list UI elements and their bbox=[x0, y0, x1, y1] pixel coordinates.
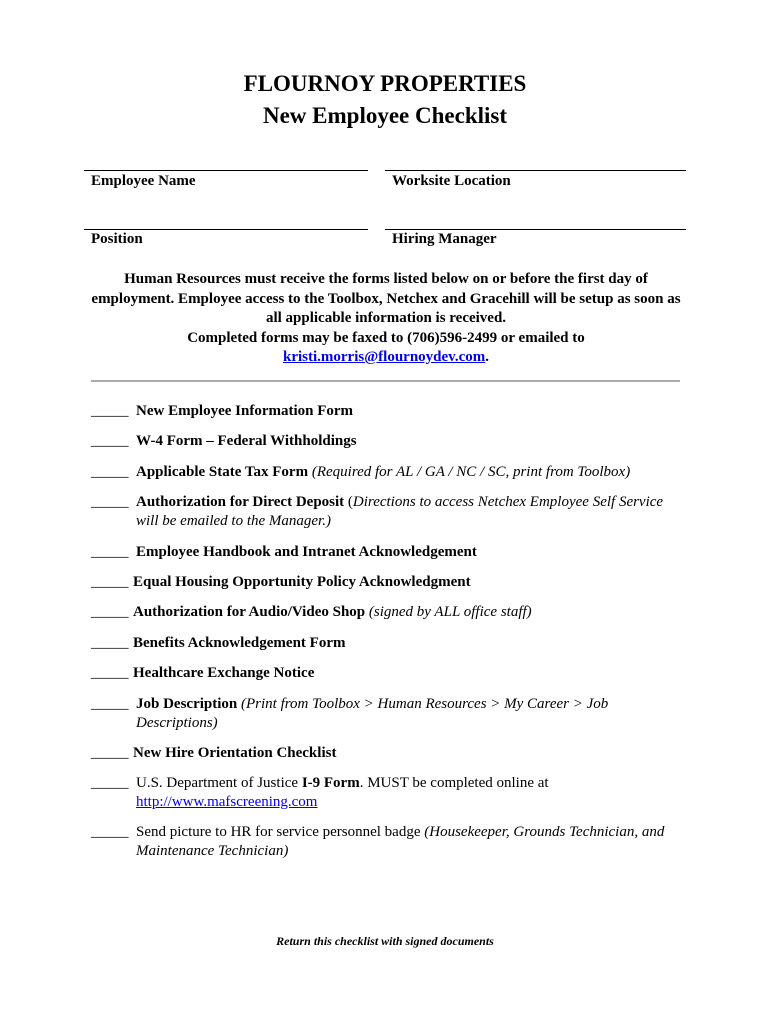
item-label: Job Description bbox=[136, 696, 238, 712]
item-label: Authorization for Audio/Video Shop bbox=[133, 604, 366, 620]
position-label: Position bbox=[91, 231, 143, 247]
checkbox-blank[interactable]: _____ bbox=[91, 544, 129, 560]
item-label: Healthcare Exchange Notice bbox=[133, 665, 315, 681]
mafscreening-link[interactable]: http://www.mafscreening.com bbox=[136, 794, 318, 810]
item-note: (signed by ALL office staff) bbox=[368, 604, 532, 620]
item-note: (Print from Toolbox > Human Resources > My Career > Job Descriptions) bbox=[136, 696, 609, 731]
checkbox-blank[interactable]: _____ bbox=[91, 775, 129, 791]
fax-email-text: Completed forms may be faxed to (706)596-2499 or emailed to bbox=[187, 329, 585, 346]
item-note: (Housekeeper, Grounds Technician, and Maintenance Technician) bbox=[136, 824, 665, 859]
checkbox-blank[interactable]: _____ bbox=[91, 464, 129, 480]
fax-email-line bbox=[86, 329, 686, 368]
hr-notice-text: Human Resources must receive the forms listed below on or before the first day of employment. Employee access to the Toolbox, Netchex and Gracehill will be setup as soon as all applicable information is received. bbox=[91, 271, 681, 326]
hiring-manager-label: Hiring Manager bbox=[392, 231, 497, 247]
item-label: New Hire Orientation Checklist bbox=[133, 745, 337, 761]
checklist-page: FLOURNOY PROPERTIES New Employee Checklist Employee Name Worksite Location Position Hiring Manager Human Resources must receive the forms listed below on or before the first day of employment. Employee access to the Toolbox, Netchex and Gracehill will be setup as soon as all applicable information is received. Completed forms may be faxed to (706)596-2499 or emailed to kristi.morris@flournoydev.com. _____ New Employee Information Form _____ W-4 Form – Federal Withholdings _____ Applicable State Tax Form (Required for AL / GA / NC / SC, print from Toolbox) _____ Authorization for Direct Deposit (Directions to access Netchex Employee Self Service will be emailed to the Manager.) _____ Employee Handbook and Intranet Acknowledgement _____ Equal Housing Opportunity Policy Acknowledgment _____ Authorization for Audio/Video Shop (signed by ALL office staff) _____ Benefits Acknowledgement Form _____ Healthcare Exchange Notice _____ Job Description (Print from Toolbox > Human Resources > My Career > Job Descriptions) _____ New Hire Orientation Checklist _____ U.S. Department of Justice I-9 Form. MUST be completed online at http://www.mafscreening.com _____ Send picture to HR for service personnel badge (Housekeeper, Grounds Technician, and Maintenance Technician) Return this checklist with signed documents bbox=[0, 0, 770, 1024]
checkbox-blank[interactable]: _____ bbox=[91, 494, 129, 510]
item-note: Directions to access Netchex Employee Self Service will be emailed to the Manager.) bbox=[136, 494, 664, 529]
employee-name-line[interactable] bbox=[84, 170, 368, 171]
checkbox-blank[interactable]: _____ bbox=[91, 604, 129, 620]
hr-notice bbox=[86, 270, 686, 368]
worksite-location-line[interactable] bbox=[385, 170, 686, 171]
item-label: W-4 Form – Federal Withholdings bbox=[136, 433, 357, 449]
worksite-location-label: Worksite Location bbox=[392, 173, 511, 189]
section-divider bbox=[91, 380, 680, 382]
checkbox-blank[interactable]: _____ bbox=[91, 433, 129, 449]
hr-email-link[interactable]: kristi.morris@flournoydev.com bbox=[282, 349, 486, 365]
company-title: FLOURNOY PROPERTIES bbox=[243, 71, 527, 96]
checkbox-blank[interactable]: _____ bbox=[91, 824, 129, 840]
email-period: . bbox=[485, 349, 489, 365]
footer-note: Return this checklist with signed documents bbox=[276, 934, 494, 948]
checkbox-blank[interactable]: _____ bbox=[91, 745, 129, 761]
employee-name-label: Employee Name bbox=[91, 173, 196, 189]
hiring-manager-line[interactable] bbox=[385, 229, 686, 230]
item-label: Applicable State Tax Form bbox=[136, 464, 309, 480]
checkbox-blank[interactable]: _____ bbox=[91, 635, 129, 651]
item-prefix: U.S. Department of Justice bbox=[136, 775, 299, 791]
item-label: Equal Housing Opportunity Policy Acknowledgment bbox=[133, 574, 471, 590]
checkbox-blank[interactable]: _____ bbox=[91, 403, 129, 419]
item-label: I-9 Form bbox=[301, 775, 360, 791]
item-prefix: Send picture to HR for service personnel badge bbox=[136, 824, 421, 840]
position-line[interactable] bbox=[84, 229, 368, 230]
page-title: New Employee Checklist bbox=[262, 103, 508, 128]
item-label: Authorization for Direct Deposit bbox=[136, 494, 345, 510]
item-label: New Employee Information Form bbox=[136, 403, 354, 419]
item-label: Employee Handbook and Intranet Acknowledgement bbox=[136, 544, 477, 560]
checkbox-blank[interactable]: _____ bbox=[91, 696, 129, 712]
checkbox-blank[interactable]: _____ bbox=[91, 574, 129, 590]
item-note: (Required for AL / GA / NC / SC, print from Toolbox) bbox=[311, 464, 631, 480]
checkbox-blank[interactable]: _____ bbox=[91, 665, 129, 681]
item-label: Benefits Acknowledgement Form bbox=[133, 635, 346, 651]
